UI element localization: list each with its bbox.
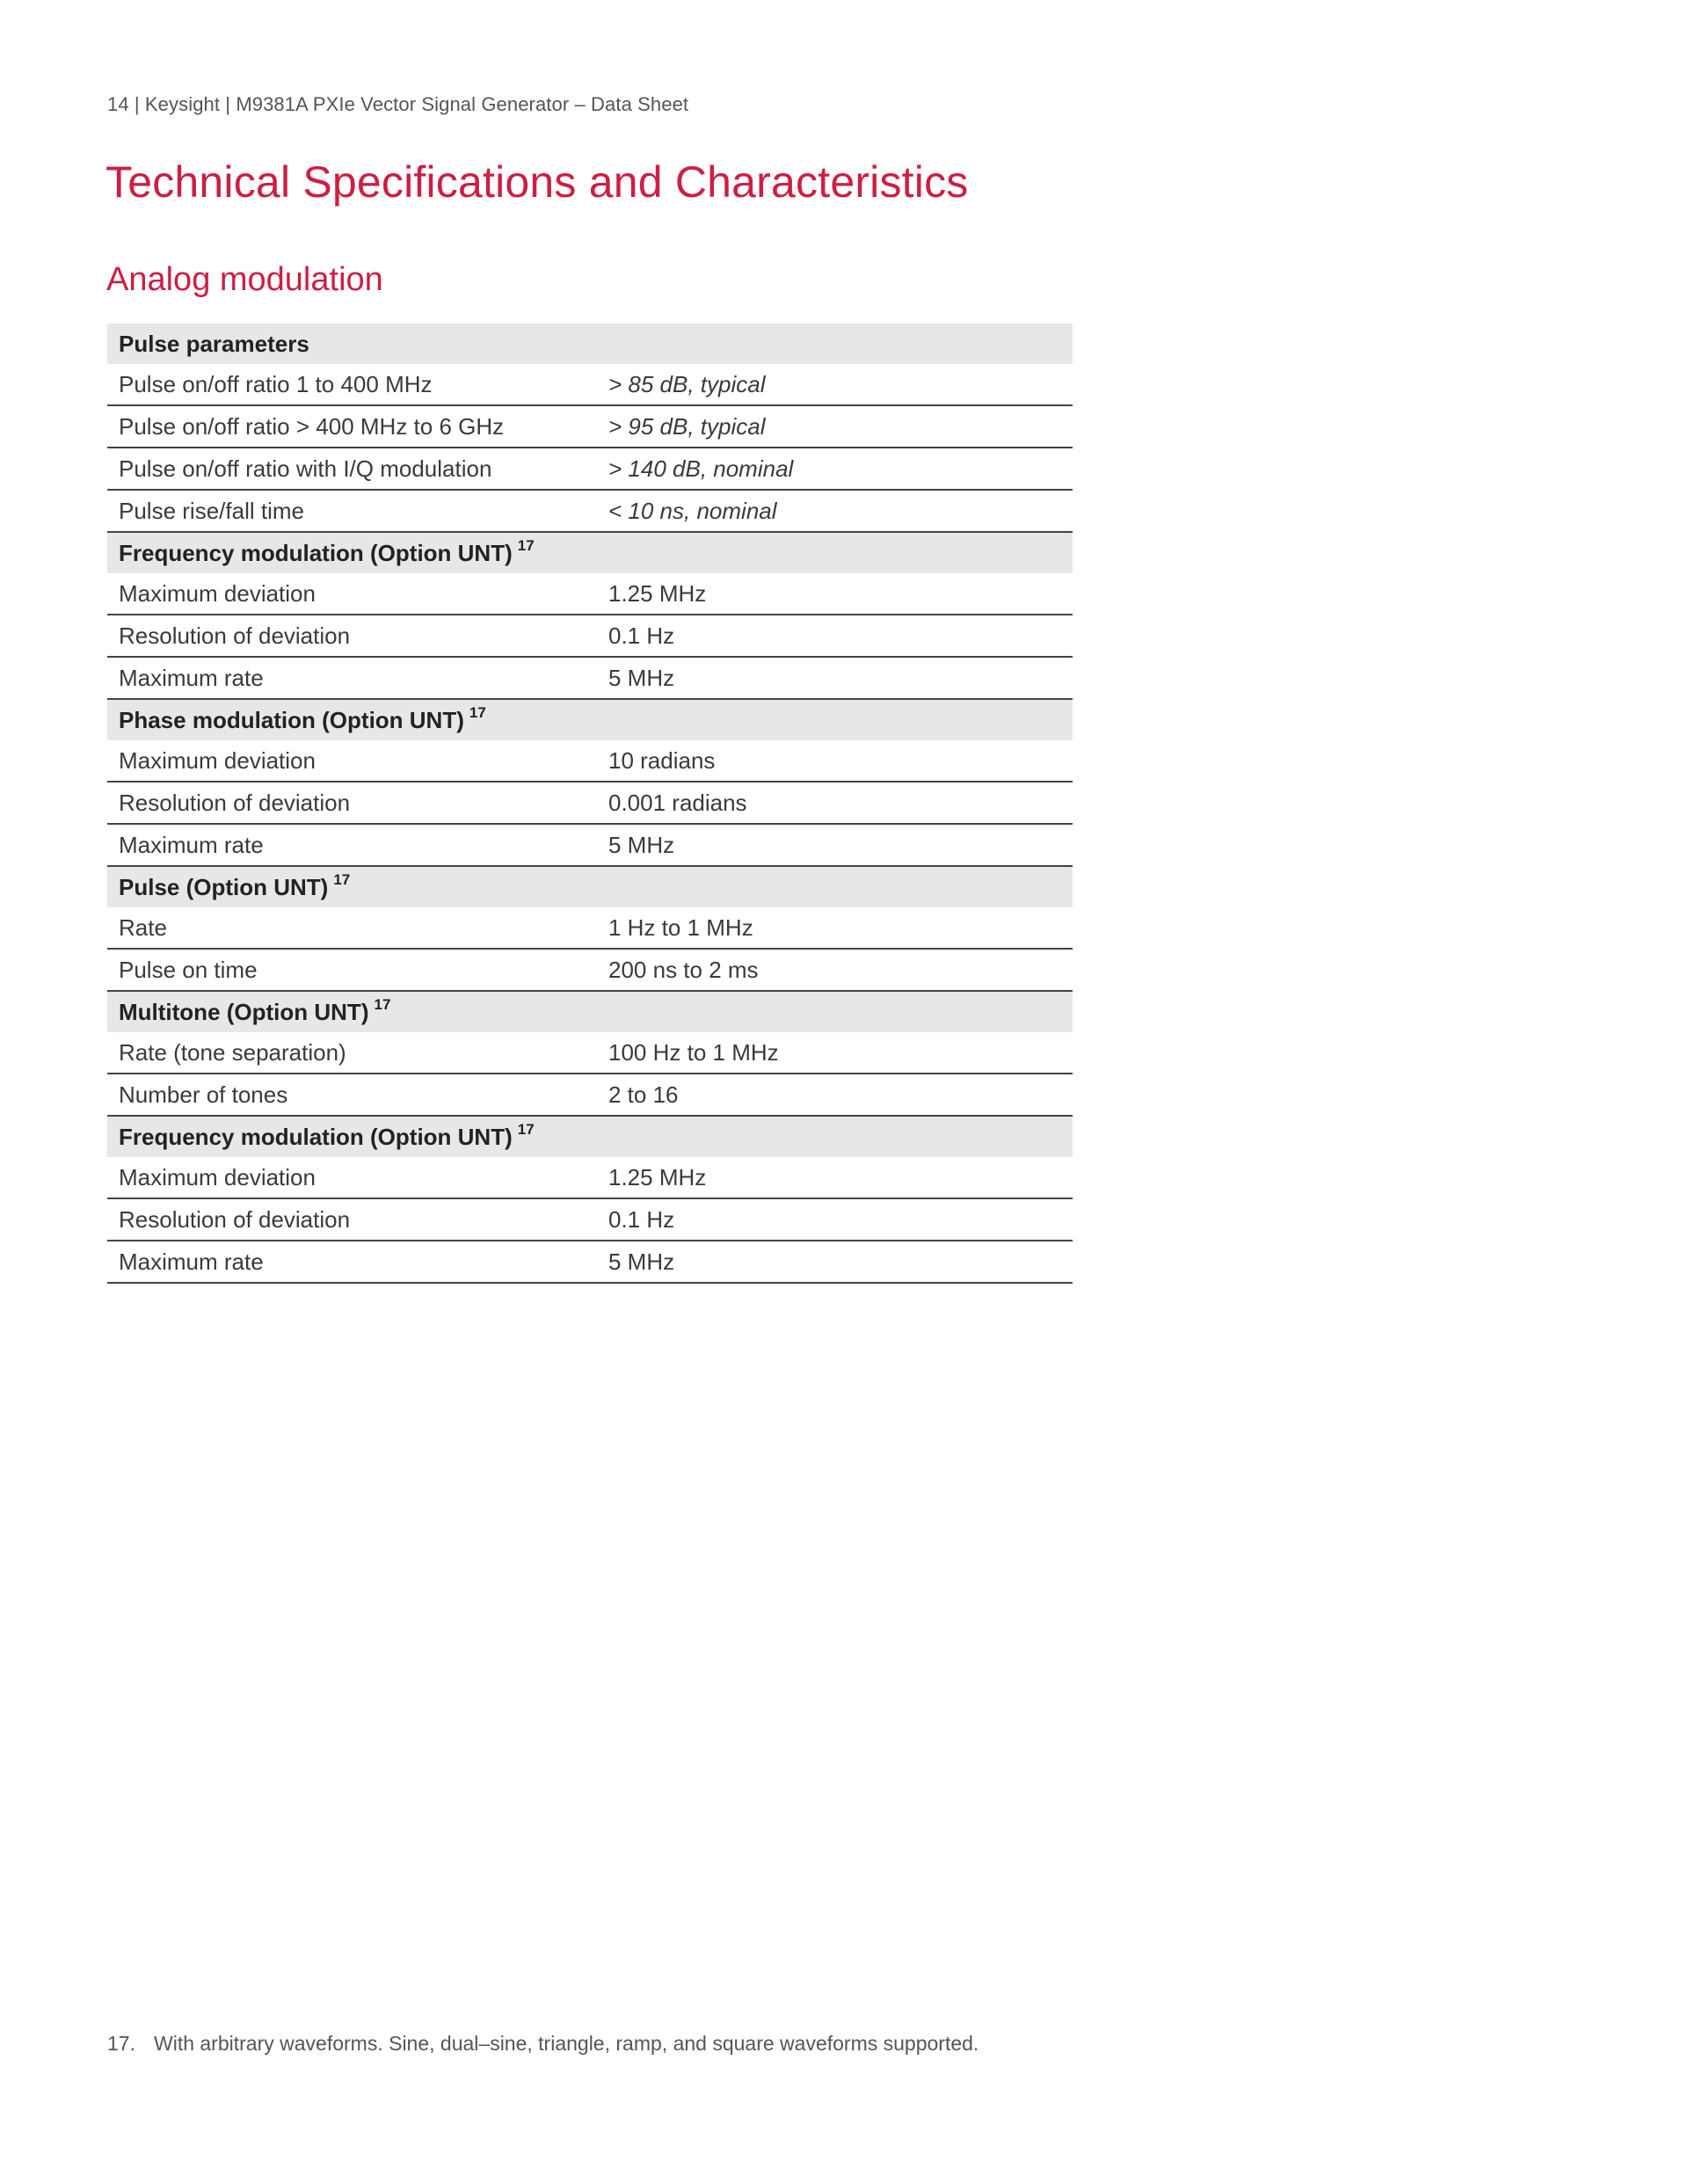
table-row: [107, 1032, 1073, 1074]
param-cell: Maximum deviation: [107, 740, 608, 782]
value-cell: 0.1 Hz: [608, 615, 1073, 657]
param-cell: Resolution of deviation: [107, 1198, 608, 1241]
section-title: Analog modulation: [106, 261, 383, 298]
group-heading-text: Phase modulation (Option UNT): [119, 707, 464, 733]
group-heading-cell: [107, 1116, 1073, 1157]
value-cell: 200 ns to 2 ms: [608, 949, 1073, 991]
table-row: [107, 657, 1073, 699]
table-row: [107, 782, 1073, 824]
param-cell: Maximum deviation: [107, 1157, 608, 1198]
value-cell: 0.1 Hz: [608, 1198, 1073, 1241]
footnote-number: 17.: [107, 2032, 135, 2055]
group-heading-cell: [107, 866, 1073, 907]
table-row: [107, 949, 1073, 991]
value-cell: > 95 dB, typical: [608, 405, 1073, 448]
param-cell: Number of tones: [107, 1074, 608, 1116]
value-cell: 5 MHz: [608, 657, 1073, 699]
param-cell: Resolution of deviation: [107, 615, 608, 657]
table-row: [107, 1241, 1073, 1283]
footnote-ref: 17: [517, 1121, 535, 1139]
value-cell: 10 radians: [608, 740, 1073, 782]
table-row: [107, 824, 1073, 866]
value-cell: 100 Hz to 1 MHz: [608, 1032, 1073, 1074]
value-cell: < 10 ns, nominal: [608, 490, 1073, 532]
param-cell: Pulse on/off ratio with I/Q modulation: [107, 448, 608, 490]
value-cell: 2 to 16: [608, 1074, 1073, 1116]
table-row: [107, 907, 1073, 949]
page-title: Technical Specifications and Characteristics: [106, 157, 969, 207]
footnote-ref: 17: [517, 537, 535, 555]
group-heading-text: Frequency modulation (Option UNT): [119, 540, 513, 566]
table-row: [107, 1157, 1073, 1198]
group-heading-cell: [107, 532, 1073, 573]
footnote-text: With arbitrary waveforms. Sine, dual–sine, triangle, ramp, and square waveforms supported.: [154, 2032, 979, 2055]
table-row: [107, 740, 1073, 782]
table-group-heading: [107, 699, 1073, 740]
table-row: [107, 405, 1073, 448]
footnote: [107, 2032, 979, 2056]
param-cell: Maximum rate: [107, 1241, 608, 1283]
param-cell: Rate (tone separation): [107, 1032, 608, 1074]
table-row: [107, 1074, 1073, 1116]
table-group-heading: [107, 1116, 1073, 1157]
table-row: [107, 573, 1073, 615]
value-cell: 1.25 MHz: [608, 573, 1073, 615]
table-row: [107, 490, 1073, 532]
group-heading-cell: [107, 699, 1073, 740]
value-cell: 5 MHz: [608, 1241, 1073, 1283]
footnote-ref: 17: [469, 704, 486, 722]
running-header: 14 | Keysight | M9381A PXIe Vector Signal Generator – Data Sheet: [107, 93, 689, 115]
value-cell: > 85 dB, typical: [608, 364, 1073, 405]
table-group-heading: [107, 324, 1073, 364]
spec-table: [107, 324, 1073, 1284]
group-heading-text: Pulse parameters: [119, 331, 309, 357]
param-cell: Pulse on/off ratio 1 to 400 MHz: [107, 364, 608, 405]
table-row: [107, 615, 1073, 657]
param-cell: Resolution of deviation: [107, 782, 608, 824]
group-heading-text: Pulse (Option UNT): [119, 874, 329, 900]
param-cell: Rate: [107, 907, 608, 949]
footnote-ref: 17: [333, 871, 351, 889]
group-heading-cell: [107, 991, 1073, 1032]
table-row: [107, 1198, 1073, 1241]
param-cell: Pulse on/off ratio > 400 MHz to 6 GHz: [107, 405, 608, 448]
table-group-heading: [107, 532, 1073, 573]
value-cell: 1.25 MHz: [608, 1157, 1073, 1198]
table-group-heading: [107, 866, 1073, 907]
table-row: [107, 448, 1073, 490]
table-row: [107, 364, 1073, 405]
group-heading-text: Frequency modulation (Option UNT): [119, 1124, 513, 1150]
value-cell: 5 MHz: [608, 824, 1073, 866]
value-cell: 0.001 radians: [608, 782, 1073, 824]
group-heading-cell: [107, 324, 1073, 364]
table-group-heading: [107, 991, 1073, 1032]
param-cell: Maximum rate: [107, 657, 608, 699]
value-cell: 1 Hz to 1 MHz: [608, 907, 1073, 949]
param-cell: Pulse on time: [107, 949, 608, 991]
footnote-ref: 17: [374, 996, 391, 1014]
group-heading-text: Multitone (Option UNT): [119, 999, 369, 1025]
param-cell: Maximum deviation: [107, 573, 608, 615]
param-cell: Maximum rate: [107, 824, 608, 866]
param-cell: Pulse rise/fall time: [107, 490, 608, 532]
value-cell: > 140 dB, nominal: [608, 448, 1073, 490]
